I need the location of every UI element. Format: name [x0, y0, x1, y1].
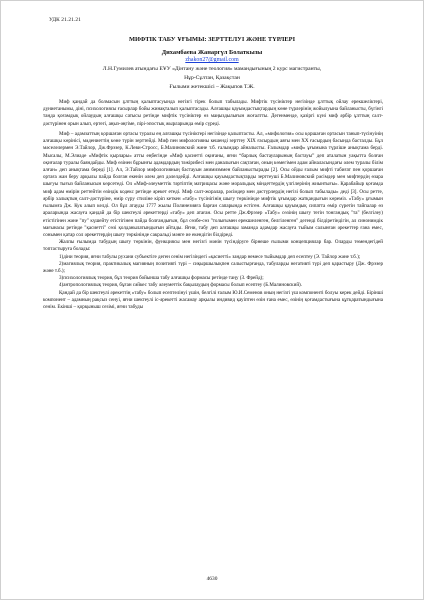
- page-number: 4630: [206, 576, 218, 582]
- author-location: Нұр-Сұлтан, Қазақстан: [184, 75, 240, 81]
- article-body: [43, 99, 383, 561]
- paragraph-components: Қандай да бір шектеулі әрекеттің «табу» болып есептелінуі үшін, белгілі ғалым Ю.И.Семенов оның негізгі үш компоненті болуы керек дейді. Бірінші компонент – адамның рақсыз сенуі, яғни шектеулі іс-әрекетті жасамау арқылы индивид қауіптен өзін ғана емес, өзінің қоғамдастығына құтқаратындығына сенім. Екінші – қорқыныш сезімі, яғни табуды: [43, 289, 383, 311]
- author-affiliation: Л.Н.Гумилев атындағы ЕҰУ «Дінтану және теология» мамандығының 2 курс магистранты,: [102, 66, 322, 72]
- author-name: Дихамбаева Жанаргүл Болаткызы: [161, 49, 263, 56]
- author-email-link[interactable]: zhakon27@gmail.com: [185, 57, 239, 63]
- list-item: 2)магиялық теория, практикалық магияның позитивті түрі – сиқыршылықпен салыстырғанда, табуларды негативті түрі деп қарастыру (Дж. Фрэзер және т.б.);: [43, 260, 383, 275]
- scientific-supervisor: Ғылыми жетекшісі – Жақыпов Т.Ж.: [169, 84, 255, 90]
- article-title: МИФТІК ТАБУ ҰҒЫМЫ: ЗЕРТТЕЛУІ ЖӘНЕ ТҮРЛЕРІ: [128, 36, 296, 43]
- udk-code: УДК 21.21.21: [49, 17, 81, 23]
- paragraph-intro: Миф қандай да болмасын ұлттың қалыптасуында негізгі тірек болып табылады. Мифтік түсініктер негізінде ұлттық ойлау ерекшеліктері, дүниетанымы, діні, психологиясы ғасырлар бойы жинақталып қалыптасады. Алғашқы қауымдастықтардың көне түрлерінің жойылуына байланысты, бүгінгі таңда қоғамдық ойлаудың алғашқы сатысы ретінде мифтік түсініктер өз маңыздылығын жоғалтты. Дегенменде, қазіргі күні миф әрбір ұлттың салт-дәстүрінен орын алып, ертегі, аңыз-әңгіме, пірі-эпостық жырларында өмір сүреді.: [43, 99, 383, 127]
- list-item: 4)антропологиялық теория, бұған сәйкес табу әлеуметтік бақылаудың формасы болып есептеу (Б.Малиновский).: [59, 282, 302, 289]
- list-item: 3)психологиялық теория, бұл теория бойынша табу алғашқы формасы ретінде таңу (З. Фрейд);: [59, 275, 264, 282]
- paragraph-myth-definition: Миф – адамзаттың қоршаған ортасы туралы ең алғашқы түсініктері негізінде қалыптасты. Ал, «мифология» осы қоршаған ортасын танып-түсінуінің алғашқы көрінісі, мәдениеттің көне түрін зерттейді. Миф пен мифологияны кешенді зерттеу XIX ғасырдың аяғы мен XX ғасырдың басында басталды. Бұл мәселелермен Э.Тайлор, Дж.Фрэзер, К.Леви-Стросс, Б.Малиновский және т.б. ғалымдар айналысты. Ғалымдар «миф» ұғымына түрліше анықтама берді. Мысалы, М.Элиаде «Мифтік қырлары» атты еңбегінде «Миф қасиетті оқиғаны, яғни “барлық бастауларының бастауы” деп аталатын уақытта болған оқиғалар туралы баяндайды. Миф өзінен бұрынғы адамдардың тәжірибесі мен даналығын сақтаған, оның көмегімен адам айналасындағы әлем туралы білім алған» деп анықтама береді [1]. Ал, Э.Тайлор мифологияның бастауын анимизммен байланыстырады [2]. Осы ойды ғалым мифті табиғат пен қоршаған ортаға жан беру арқылы пайда болған екенін әлем деп дәлелдейді. Алғашқы қауымдастықтарды зерттеуші Б.Малиновский рәсімдер мен мифтердің өзара шығуы тығыз байланысын көрсетеді. Ол «Миф-әлеуметтік тәртіптің матрицасы және моральдық міндеттердің үлгілерінің жиынтығы». Қарабайыр қоғамда миф адам өмірін реттейтін өзіндік кодекс ретінде әрекет етеді. Миф салт-жоралар, рәсімдер мен дәстүрлердің негізі болып табылады» деді [3]. Осы ретте, әрбір халықтың салт-дәстүріне, өмір сүру стиліне кіріп кеткен «табу» түсінігінің шығу төркінінде мифтік ұғымдар жатқандығын көреміз. «Табу» ұғымын ғылымға Дж. Кук алып келді. Ол бұл атауды 1777 жылы Полинезияға барған сапарында естіген. Алғашқы қауымдық сипатта өмір сүретін тайпалар өз араларында жасауға қандай да бір шектеулі әрекеттерді «табу» деп атаған. Осы ретте Дж.Фрэзер «Табу» сөзінің шығу тегін тонгандық "та" (белгілеу) етістігінен және "пу" күшейту етістігінен пайда болғандығын, бұл сөзбе-сөз "толығымен ерекшеленген, белгіленген" дегенді білдіретіндігін, ал синонимдік мағынасы ретінде "қасиетті" сөзі қолданылатындығын айтады. Яғни, табу деп алғашқы заманда адамдар жасауға тыйым салынған әрекеттер ғана емес, сонымен қатар сол әрекеттердің шығу төркінінде сакральді мәнге ие екендігін білдіреді.: [43, 130, 383, 238]
- paragraph-concepts: Жалпы ғылымда табудың шығу төркінін, функциясы мен негізгі мәнін түсіндіруге бірнеше ғылыми концепциялар бар. Оларды төмендегідей топтастыруға болады:: [43, 239, 383, 253]
- list-item: 1)діни теория, яғни табулы рухани субъектіге деген сенім негізіндегі «қасиетті» заңдар немесе тыйымдар деп есептеу (Э. Тайлор және т.б.);: [59, 253, 361, 260]
